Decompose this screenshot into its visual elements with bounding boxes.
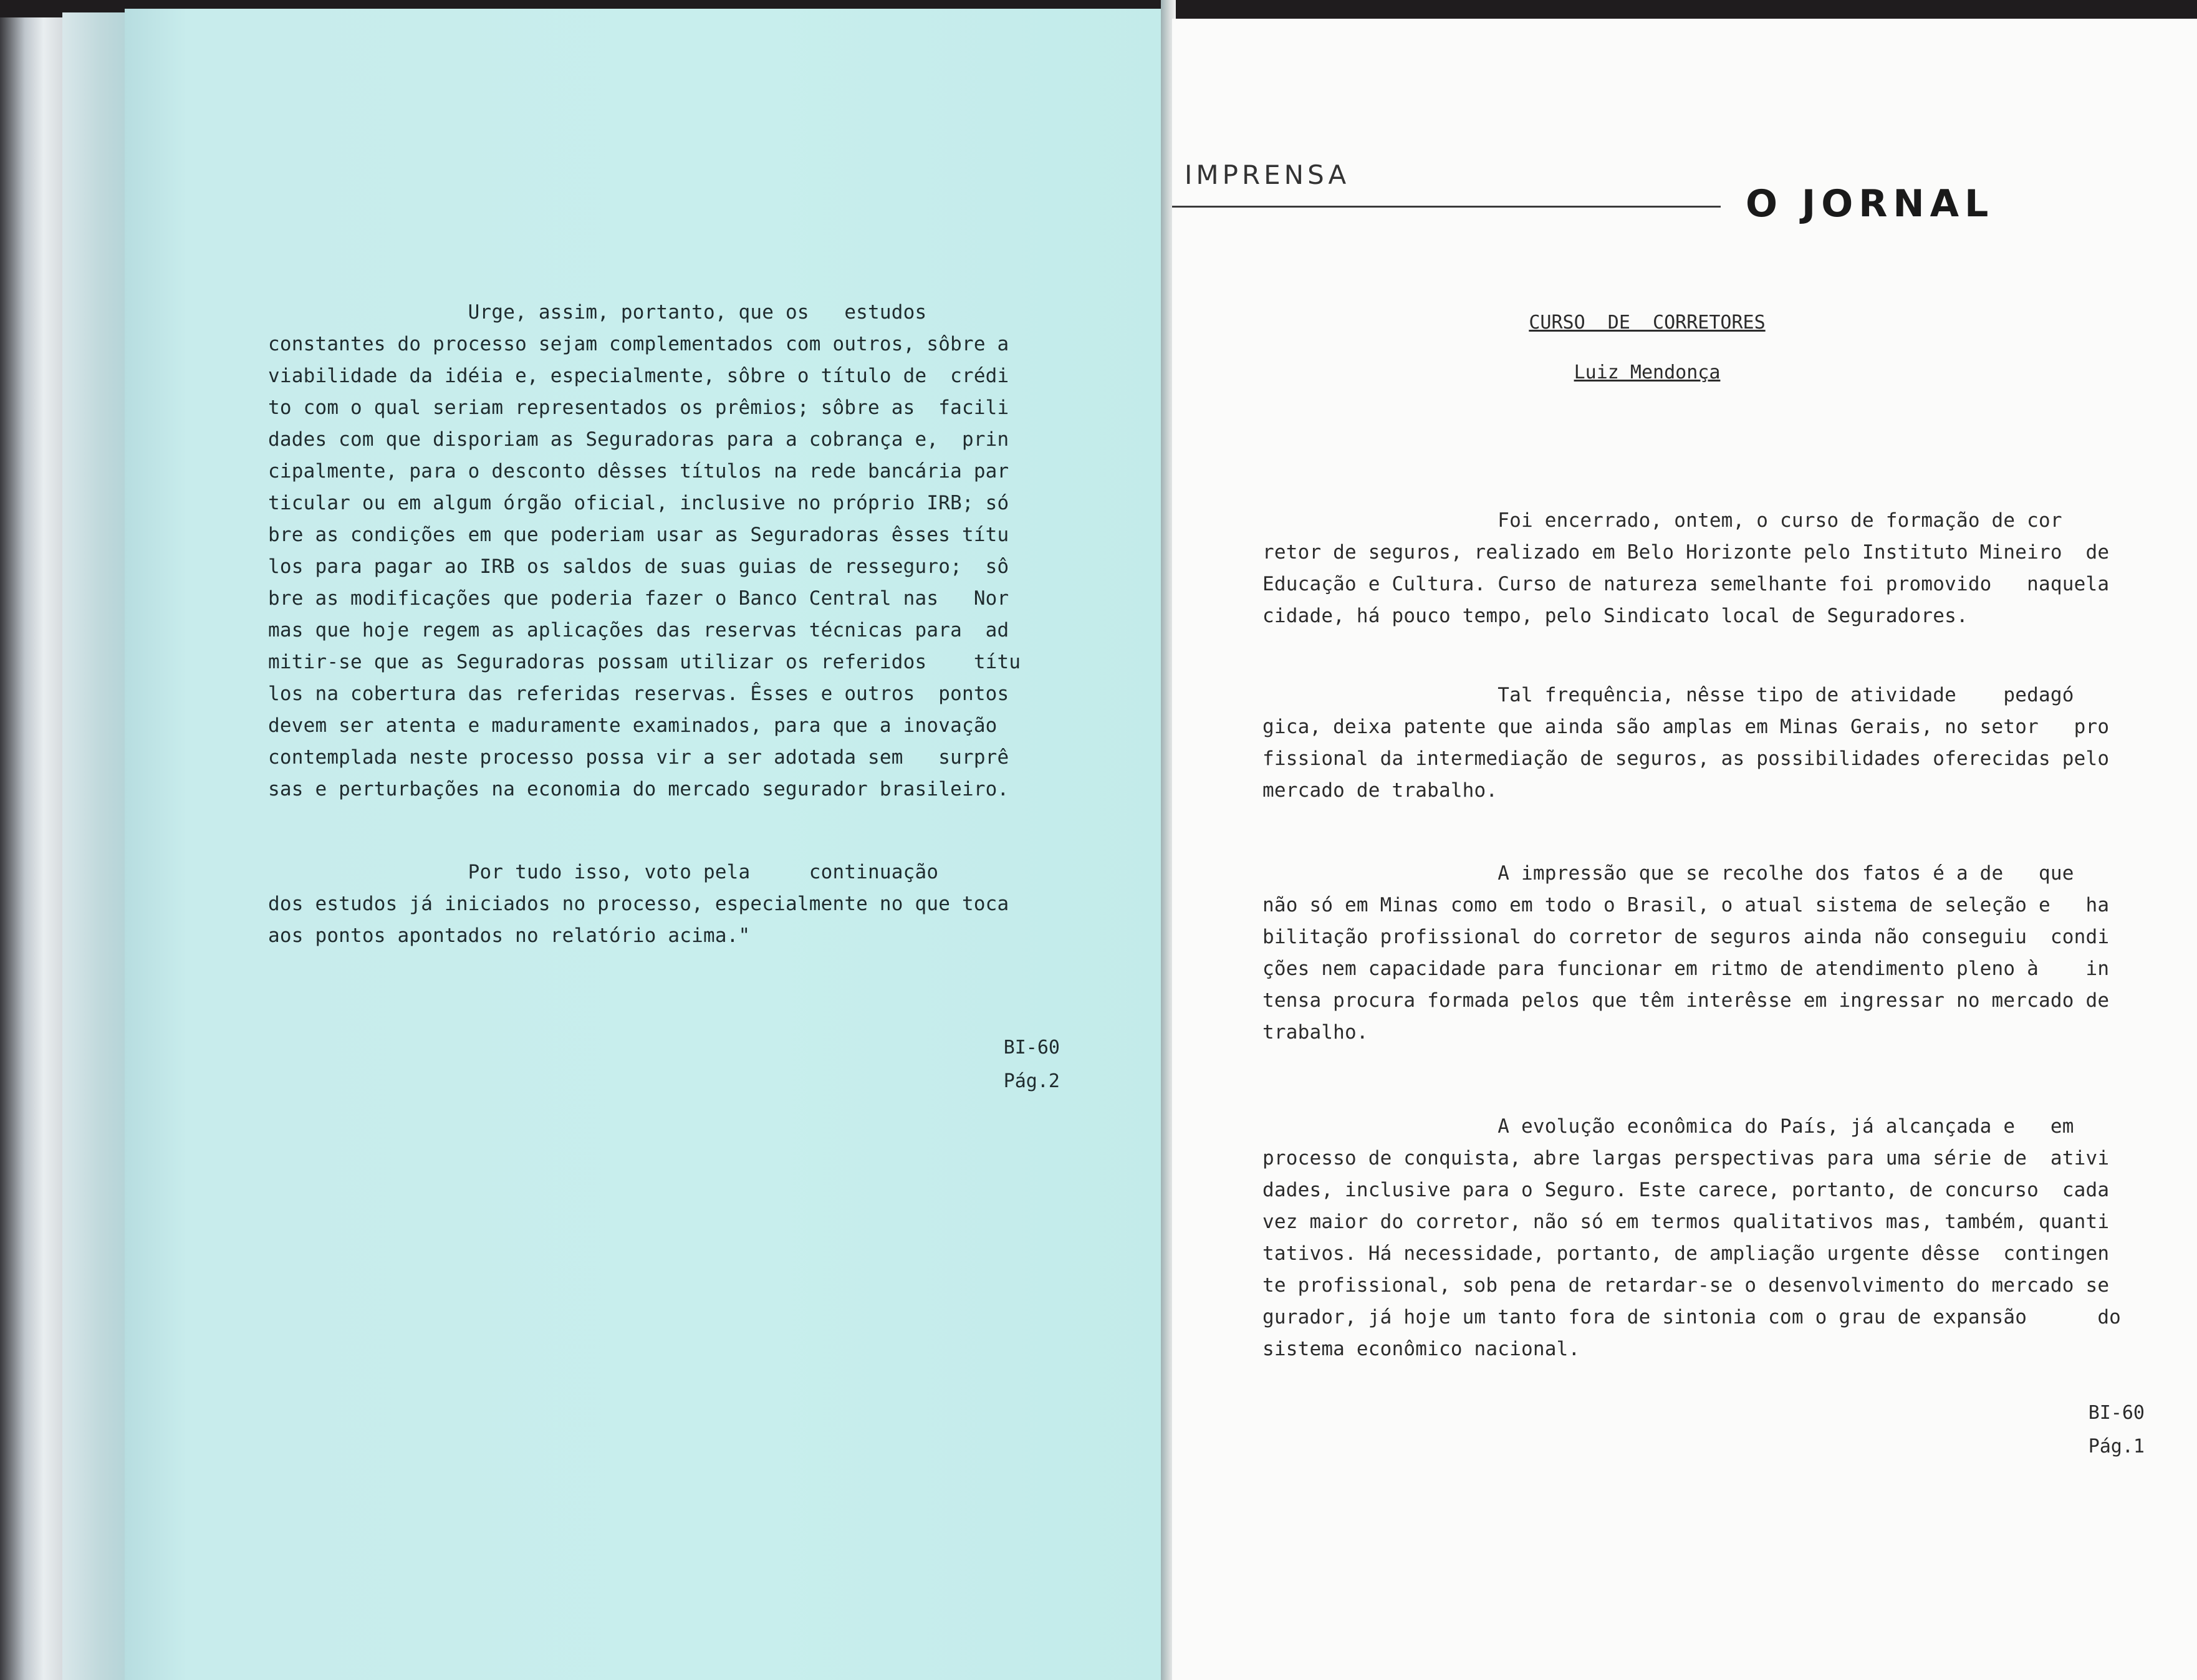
masthead-section-label: IMPRENSA bbox=[1185, 160, 1350, 190]
text-line: Tal frequência, nêsse tipo de atividade pedagó bbox=[1262, 684, 2074, 706]
page-number: Pág.1 bbox=[2088, 1436, 2145, 1457]
text-line: mas que hoje regem as aplicações das reservas técnicas para ad bbox=[268, 619, 1009, 641]
right-page bbox=[1172, 19, 2197, 1680]
text-line: bilitação profissional do corretor de seguros ainda não conseguiu condi bbox=[1262, 926, 2110, 948]
masthead-newspaper-name: O JORNAL bbox=[1746, 182, 1994, 226]
text-line: processo de conquista, abre largas perspectivas para uma série de ativi bbox=[1262, 1147, 2110, 1169]
article-title: CURSO DE CORRETORES bbox=[1529, 312, 1766, 334]
text-line: gurador, já hoje um tanto fora de sintonia com o grau de expansão do bbox=[1262, 1306, 2122, 1328]
text-line: gica, deixa patente que ainda são amplas em Minas Gerais, no setor pro bbox=[1262, 716, 2110, 738]
bulletin-number: BI-60 bbox=[1003, 1037, 1060, 1058]
text-line: los para pagar ao IRB os saldos de suas guias de resseguro; sô bbox=[268, 555, 1009, 578]
text-line: mitir-se que as Seguradoras possam utilizar os referidos títu bbox=[268, 651, 1021, 673]
text-line: dades com que disporiam as Seguradoras para a cobrança e, prin bbox=[268, 428, 1009, 451]
text-line: Foi encerrado, ontem, o curso de formação de cor bbox=[1262, 509, 2062, 532]
text-line: aos pontos apontados no relatório acima." bbox=[268, 924, 751, 947]
text-line: dades, inclusive para o Seguro. Este carece, portanto, de concurso cada bbox=[1262, 1179, 2110, 1201]
left-page-reference bbox=[860, 1031, 1060, 1098]
text-line: bre as modificações que poderia fazer o Banco Central nas Nor bbox=[268, 587, 1009, 610]
text-line: viabilidade da idéia e, especialmente, sôbre o título de crédi bbox=[268, 365, 1009, 387]
text-line: cipalmente, para o desconto dêsses títulos na rede bancária par bbox=[268, 460, 1009, 482]
text-line: bre as condições em que poderiam usar as Seguradoras êsses títu bbox=[268, 524, 1009, 546]
text-line: te profissional, sob pena de retardar-se o desenvolvimento do mercado se bbox=[1262, 1274, 2110, 1297]
text-line: Educação e Cultura. Curso de natureza semelhante foi promovido naquela bbox=[1262, 573, 2110, 595]
text-line: ções nem capacidade para funcionar em ritmo de atendimento pleno à in bbox=[1262, 958, 2110, 980]
text-line: tativos. Há necessidade, portanto, de ampliação urgente dêsse contingen bbox=[1262, 1242, 2110, 1265]
text-line: contemplada neste processo possa vir a ser adotada sem surprê bbox=[268, 746, 1009, 769]
text-line: trabalho. bbox=[1262, 1021, 1368, 1044]
bulletin-number: BI-60 bbox=[2088, 1402, 2145, 1424]
text-line: constantes do processo sejam complementados com outros, sôbre a bbox=[268, 333, 1009, 355]
text-line: cidade, há pouco tempo, pelo Sindicato local de Seguradores. bbox=[1262, 605, 1968, 627]
text-line: to com o qual seriam representados os prêmios; sôbre as facili bbox=[268, 396, 1009, 419]
text-line: ticular ou em algum órgão oficial, inclusive no próprio IRB; só bbox=[268, 492, 1009, 514]
text-line: Por tudo isso, voto pela continuação bbox=[268, 861, 939, 883]
text-line: A impressão que se recolhe dos fatos é a de que bbox=[1262, 862, 2074, 885]
text-line: devem ser atenta e maduramente examinados, para que a inovação bbox=[268, 714, 998, 737]
text-line: sistema econômico nacional. bbox=[1262, 1338, 1580, 1360]
book-edge-left bbox=[0, 17, 62, 1680]
text-line: dos estudos já iniciados no processo, especialmente no que toca bbox=[268, 893, 1009, 915]
text-line: Urge, assim, portanto, que os estudos bbox=[268, 301, 927, 324]
text-line: retor de seguros, realizado em Belo Horizonte pelo Instituto Mineiro de bbox=[1262, 541, 2110, 564]
article-author: Luiz Mendonça bbox=[1574, 362, 1721, 383]
left-page bbox=[125, 9, 1166, 1680]
text-line: A evolução econômica do País, já alcançada e em bbox=[1262, 1115, 2074, 1138]
text-line: vez maior do corretor, não só em termos qualitativos mas, também, quanti bbox=[1262, 1211, 2110, 1233]
text-line: tensa procura formada pelos que têm interêsse em ingressar no mercado de bbox=[1262, 989, 2110, 1012]
text-line: los na cobertura das referidas reservas. Êsses e outros pontos bbox=[268, 683, 1009, 705]
text-line: mercado de trabalho. bbox=[1262, 779, 1498, 802]
text-line: sas e perturbações na economia do mercado segurador brasileiro. bbox=[268, 778, 1009, 800]
text-line: não só em Minas como em todo o Brasil, o atual sistema de seleção e ha bbox=[1262, 894, 2110, 916]
page-number: Pág.2 bbox=[1003, 1070, 1060, 1092]
right-page-reference bbox=[1983, 1396, 2145, 1464]
text-line: fissional da intermediação de seguros, as possibilidades oferecidas pelo bbox=[1262, 747, 2110, 770]
masthead-rule bbox=[1172, 206, 1721, 208]
